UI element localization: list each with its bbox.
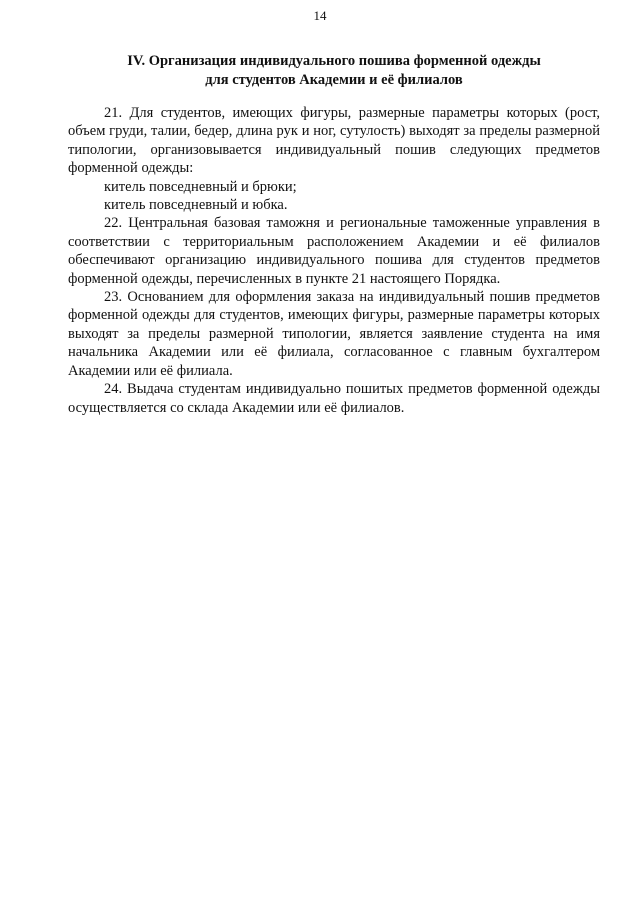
document-body xyxy=(68,104,600,417)
paragraph-21: 21. Для студентов, имеющих фигуры, размерные параметры которых (рост, объем груди, талии, бедер, длина рук и ног, сутулость) выходят за пределы размерной типологии, организовывается индивидуальный пошив следующих предметов форменной одежды: xyxy=(68,105,600,177)
paragraph-21-item-1: китель повседневный и брюки; xyxy=(104,178,297,195)
section-heading-line-1: IV. Организация индивидуального пошива форменной одежды xyxy=(127,53,541,69)
section-heading-line-2: для студентов Академии и её филиалов xyxy=(205,72,463,88)
paragraph-24: 24. Выдача студентам индивидуально пошитых предметов форменной одежды осуществляется со склада Академии или её филиалов. xyxy=(68,381,600,416)
page-number: 14 xyxy=(313,8,327,23)
paragraph-22: 22. Центральная базовая таможня и региональные таможенные управления в соответствии с территориальным расположением Академии и её филиалов обеспечивают организацию индивидуального пошива для студентов предметов форменной одежды, перечисленных в пункте 21 настоящего Порядка. xyxy=(68,215,600,287)
section-heading xyxy=(68,52,600,90)
paragraph-23: 23. Основанием для оформления заказа на индивидуальный пошив предметов форменной одежды для студентов, имеющих фигуры, размерные параметры которых выходят за пределы размерной типологии, является заявление студента на имя начальника Академии или её филиала, согласованное с главным бухгалтером Академии или её филиала. xyxy=(68,289,600,379)
paragraph-21-item-2: китель повседневный и юбка. xyxy=(104,197,288,214)
